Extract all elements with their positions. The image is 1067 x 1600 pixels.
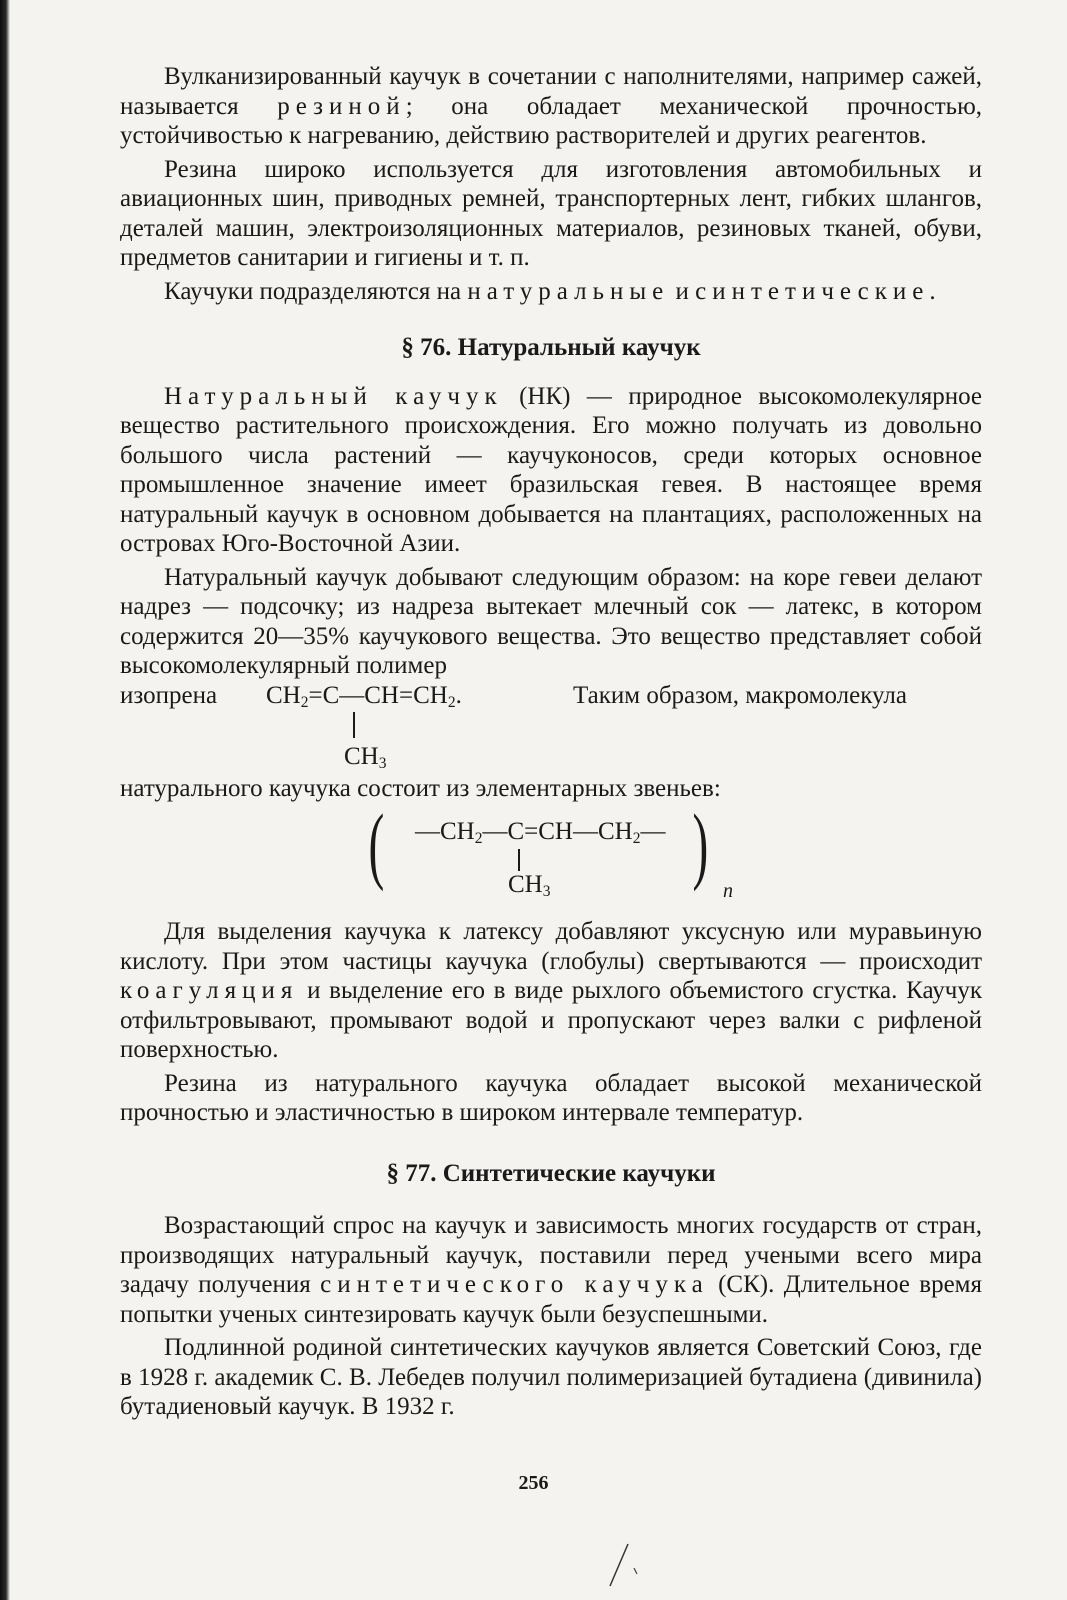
isoprene-formula-line <box>120 681 982 712</box>
polymerization-index: n <box>723 880 733 902</box>
chain-formula: $—CH_2—C=CH—CH_2—$ <box>415 818 666 847</box>
emphasis-synthetic: синтетические <box>695 277 930 305</box>
methyl-group: $CH_3$ <box>344 742 387 772</box>
paragraph-units-intro: натурального каучука состоит из элементарных звеньев: <box>120 774 721 802</box>
emphasis-coagulation: коагуляция <box>120 977 299 1004</box>
paragraph-natural-rubber-properties: Резина из натурального каучука обладает высокой механической прочностью и эластичностью в широком интервале температур. <box>120 1069 982 1126</box>
paragraph-rubber-definition <box>120 62 982 151</box>
section-heading-77: § 77. Синтетические каучуки <box>386 1159 716 1187</box>
text: . <box>929 277 936 305</box>
pencil-mark <box>600 1540 640 1590</box>
paragraph-rubber-types <box>120 277 982 307</box>
text: Возрастающий спрос на каучук и зависимость многих государств от стран, производящих натуральный каучук, поставили перед учеными всего мира задачу получения <box>120 1212 982 1298</box>
paragraph-soviet-origin: Подлинной родиной синтетических каучуков является Советский Союз, где в 1928 г. академик С. В. Лебедев получил полимеризацией бутадиена (дивинила) бутадиеновый каучук. В 1932 г. <box>120 1334 982 1420</box>
left-paren: ( <box>368 796 385 892</box>
paragraph-coagulation <box>120 917 982 1065</box>
paragraph-rubber-uses: Резина широко используется для изготовления автомобильных и авиационных шин, приводных ремней, транспортерных лент, гибких шлангов, деталей машин, электроизоляционных материалов, резиновых тканей, обуви, предметов санитарии и гигиены и т. п. <box>120 155 982 271</box>
text: Для выделения каучука к латексу добавляют уксусную или муравьиную кислоту. При этом частицы каучука (глобулы) свертываются — происходит <box>120 918 982 975</box>
text: (СК). Длительное время попытки ученых синтезировать каучук были безуспешными. <box>120 1271 983 1328</box>
right-paren: ) <box>692 796 709 892</box>
text: и <box>675 277 689 305</box>
book-page <box>120 62 982 1422</box>
page-number: 256 <box>518 1472 549 1494</box>
emphasis-rubber: резиной <box>277 92 406 120</box>
paragraph-synthetic-demand <box>120 1211 982 1329</box>
emphasis-natural-rubber: Натуральный каучук <box>164 382 503 410</box>
section-heading-76: § 76. Натуральный каучук <box>401 334 701 361</box>
isoprene-formula: $CH_2=C—CH=CH_2$. <box>266 681 462 711</box>
isoprene-methyl-branch <box>120 712 982 774</box>
text: ; она обладает механической прочностью, устойчивостью к нагреванию, действию растворителей и других реагентов. <box>120 92 983 149</box>
text: (НК) — природное высокомолекулярное вещество растительного происхождения. Его можно получать из довольно большого числа растений — каучуконосов, среди которых основное промышленное значение имеет бразильская гевея. В настоящее время натуральный каучук в основном добывается на плантациях, расположенных на островах Юго-Восточной Азии. <box>120 382 982 557</box>
emphasis-natural: натуральные <box>467 277 670 305</box>
text: Каучуки подразделяются на <box>164 277 462 305</box>
bond-line <box>518 849 520 871</box>
text: Таким образом, макромолекула <box>573 681 907 709</box>
text: изопрена <box>120 681 218 709</box>
emphasis-synthetic-rubber: синтетического каучука <box>320 1271 709 1298</box>
text: и выделение его в виде рыхлого объемистого сгустка. Каучук отфильтровывают, промывают водой и пропускают через валки с рифленой поверхностью. <box>120 977 982 1063</box>
text: Вулканизированный каучук в сочетании с наполнителями, например сажей, называется <box>120 63 982 120</box>
paragraph-latex: Натуральный каучук добывают следующим образом: на коре гевеи делают надрез — подсочку; из надреза вытекает млечный сок — латекс, в котором содержится 20—35% каучукового вещества. Это вещество представляет собой высокомолекулярный полимер <box>120 563 982 679</box>
page-binding-edge <box>0 0 10 1600</box>
methyl-group: $CH_3$ <box>508 871 551 900</box>
bond-line <box>353 712 355 738</box>
polyisoprene-unit-formula <box>120 796 982 905</box>
paragraph-natural-rubber <box>120 382 982 559</box>
